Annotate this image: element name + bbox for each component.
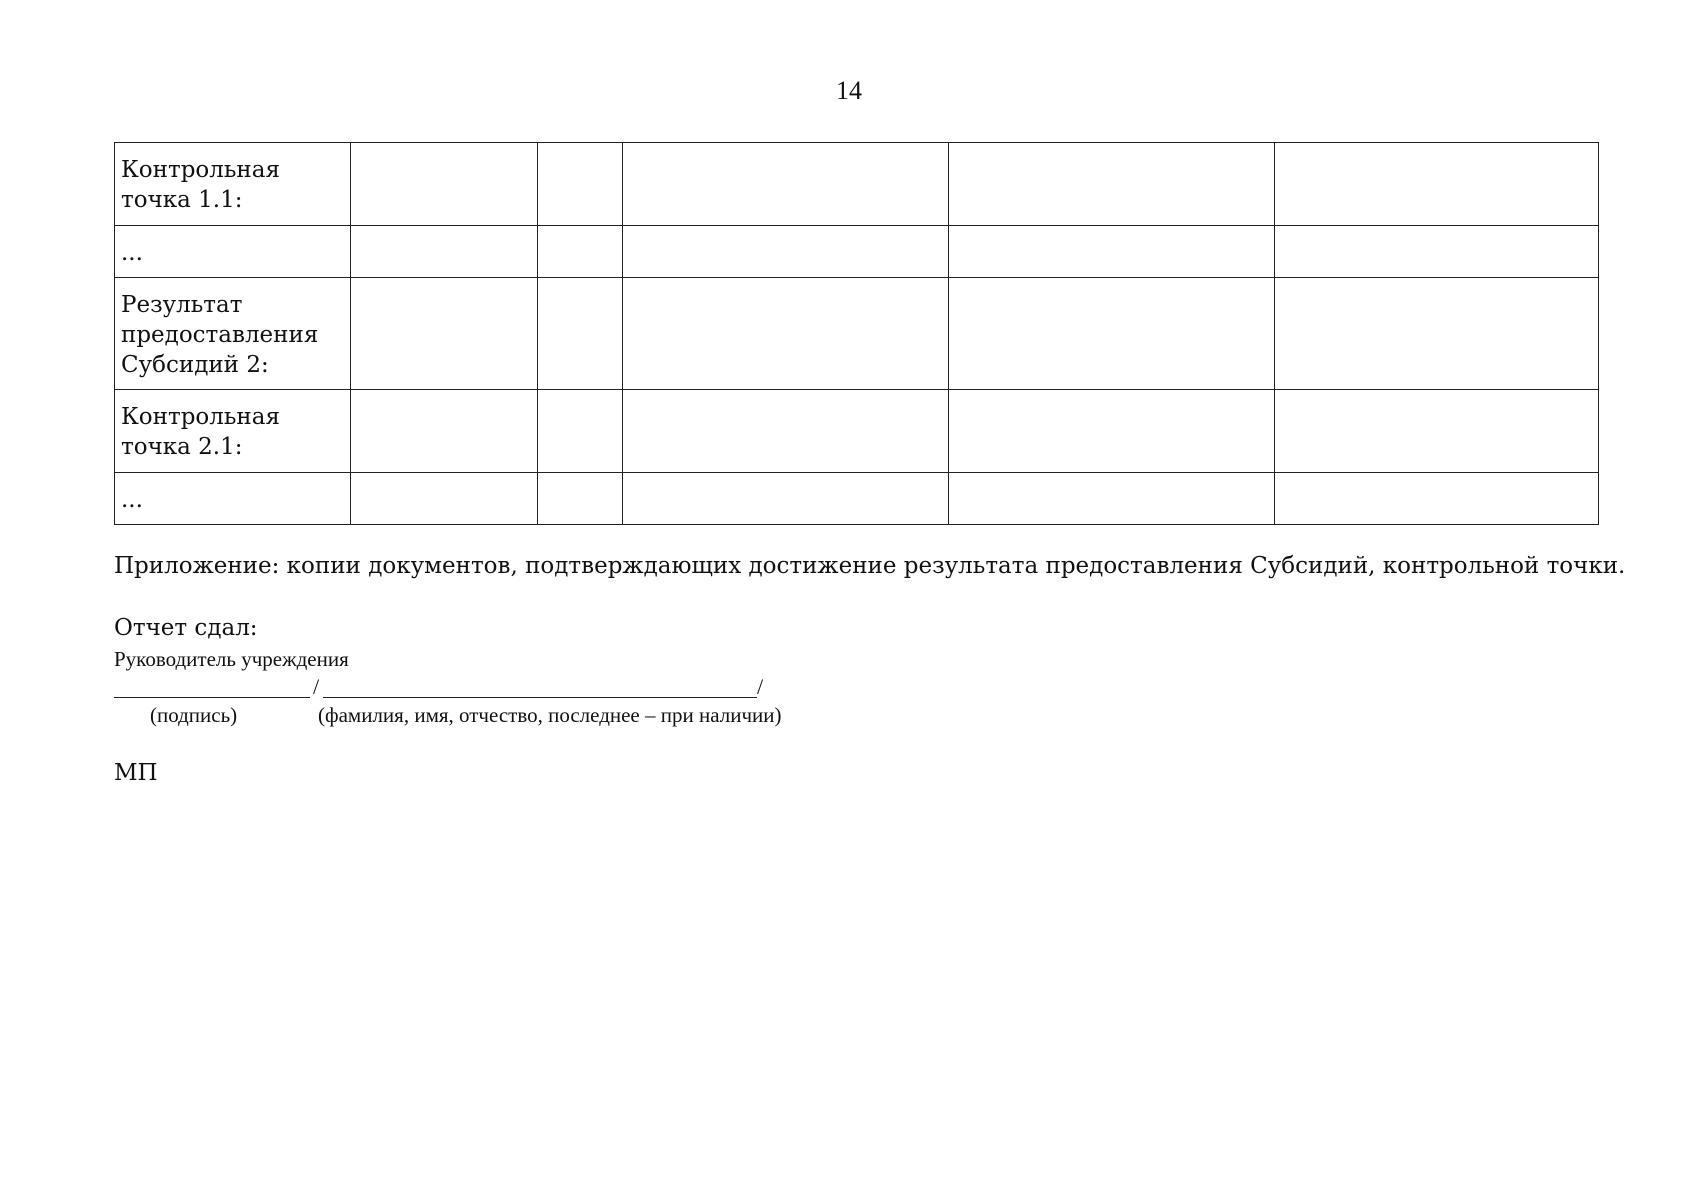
stamp-mark: МП: [114, 760, 158, 786]
table-cell: [949, 390, 1275, 473]
name-line: [323, 697, 757, 698]
slash-separator: /: [313, 674, 320, 699]
table-cell: [1275, 143, 1599, 226]
table-cell: [1275, 226, 1599, 278]
row-label-cell: Контрольная точка 1.1:: [115, 143, 351, 226]
table-cell: [1275, 278, 1599, 390]
table-row: [115, 278, 1599, 390]
table-cell: [623, 473, 949, 525]
row-label-cell: ...: [115, 473, 351, 525]
table-row: [115, 390, 1599, 473]
table-row: [115, 473, 1599, 525]
row-label-cell: Контрольная точка 2.1:: [115, 390, 351, 473]
table-cell: [538, 278, 623, 390]
report-submitted-label: Отчет сдал:: [114, 615, 258, 641]
table-cell: [351, 473, 538, 525]
table-cell: [538, 390, 623, 473]
table-cell: [351, 278, 538, 390]
row-label-cell: ...: [115, 226, 351, 278]
table-cell: [538, 143, 623, 226]
table-cell: [538, 226, 623, 278]
table-cell: [1275, 473, 1599, 525]
table-cell: [623, 278, 949, 390]
table-cell: [1275, 390, 1599, 473]
table-cell: [351, 143, 538, 226]
page-number: 14: [836, 76, 862, 105]
table-cell: [351, 390, 538, 473]
table-row: [115, 143, 1599, 226]
table-row: [115, 226, 1599, 278]
table-cell: [949, 473, 1275, 525]
table-cell: [623, 143, 949, 226]
table-cell: [351, 226, 538, 278]
signature-line: [114, 697, 310, 698]
report-table: [114, 142, 1599, 525]
appendix-text: Приложение: копии документов, подтверждающих достижение результата предоставления Субсидий, контрольной точки.: [114, 553, 1626, 579]
table-cell: [949, 143, 1275, 226]
table-cell: [623, 226, 949, 278]
signature-caption: (подпись): [150, 703, 238, 727]
position-title: Руководитель учреждения: [114, 647, 349, 671]
table-cell: [949, 226, 1275, 278]
table-cell: [949, 278, 1275, 390]
slash-separator: /: [757, 674, 764, 699]
name-caption: (фамилия, имя, отчество, последнее – при наличии): [318, 703, 782, 727]
table-cell: [623, 390, 949, 473]
table-cell: [538, 473, 623, 525]
row-label-cell: Результат предоставления Субсидий 2:: [115, 278, 351, 390]
